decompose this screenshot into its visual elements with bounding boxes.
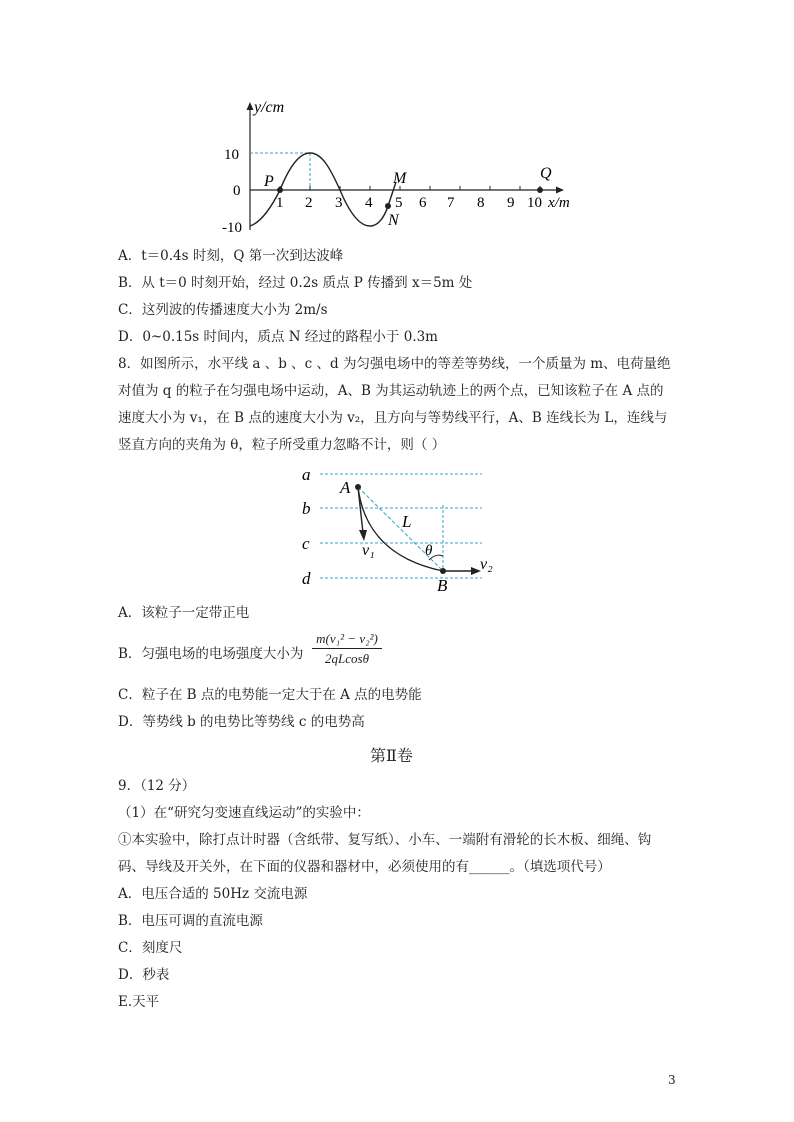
y-tick-minus10: -10: [222, 220, 242, 236]
q9-item1-line1: ①本实验中，除打点计时器（含纸带、复写纸）、小车、一端附有滑轮的长木板、细绳、钩: [118, 832, 652, 848]
label-point-a: A: [340, 478, 351, 497]
label-p: P: [264, 173, 274, 190]
q9-sub1: （1）在“研究匀变速直线运动”的实验中：: [118, 805, 370, 821]
equipotential-figure: [295, 460, 505, 595]
x-tick-2: 2: [305, 195, 313, 211]
q8-option-d: D．等势线 b 的电势比等势线 c 的电势高: [118, 714, 365, 730]
label-a: a: [302, 465, 311, 484]
q8-stem-line2: 对值为 q 的粒子在匀强电场中运动，A、B 为其运动轨迹上的两个点，已知该粒子在 A 点的: [118, 383, 664, 399]
q9-item1-line2: 码、导线及开关外，在下面的仪器和器材中，必须使用的有______。（填选项代号）: [118, 859, 611, 875]
q9-option-a: A．电压合适的 50Hz 交流电源: [118, 886, 308, 902]
field-strength-fraction: [312, 630, 382, 667]
x-tick-7: 7: [447, 195, 455, 211]
x-tick-5: 5: [395, 195, 403, 211]
q9-option-b: B．电压可调的直流电源: [118, 913, 263, 929]
q9-option-e: E.天平: [118, 994, 160, 1010]
point-a-dot: [355, 484, 361, 490]
point-n-dot: [385, 203, 391, 209]
q7-option-d: D．0~0.15s 时间内，质点 N 经过的路程小于 0.3m: [118, 329, 438, 345]
point-p-dot: [277, 187, 283, 193]
page-number: 3: [668, 1073, 676, 1087]
label-d: d: [302, 569, 311, 588]
q9-option-c: C．刻度尺: [118, 940, 183, 956]
point-q-dot: [537, 187, 543, 193]
label-c: c: [302, 534, 310, 553]
y-axis-label: y/cm: [254, 99, 285, 116]
fraction-numerator: m(v₁² − v₂²): [312, 630, 382, 649]
label-v1: v₁: [362, 542, 375, 559]
x-tick-10: 10: [527, 195, 542, 211]
x-tick-6: 6: [419, 195, 427, 211]
q7-option-b: B．从 t＝0 时刻开始，经过 0.2s 质点 P 传播到 x＝5m 处: [118, 275, 473, 291]
v1-arrow: [358, 487, 363, 533]
label-length: L: [402, 512, 412, 531]
q8-option-c: C．粒子在 B 点的电势能一定大于在 A 点的电势能: [118, 687, 422, 703]
y-tick-0: 0: [233, 183, 241, 199]
q9-option-d: D．秒表: [118, 967, 170, 983]
label-b: b: [302, 499, 311, 518]
q8-stem-line1: 8．如图所示，水平线 a 、b 、c 、d 为匀强电场中的等差等势线，一个质量为 m、电荷量绝: [118, 356, 671, 372]
label-theta: θ: [425, 543, 433, 559]
q8-stem-line4: 竖直方向的夹角为 θ，粒子所受重力忽略不计，则（ ）: [118, 437, 446, 453]
q8-option-a: A．该粒子一定带正电: [118, 605, 250, 621]
q7-option-c: C．这列波的传播速度大小为 2m/s: [118, 302, 328, 318]
q8-option-b: B．匀强电场的电场强度大小为: [118, 646, 304, 662]
fraction-denominator: 2qLcosθ: [325, 651, 369, 666]
q9-header: 9．（12 分）: [118, 778, 196, 794]
q8-stem-line3: 速度大小为 v₁，在 B 点的速度大小为 v₂，且方向与等势线平行，A、B 连线长为 L，连线与: [118, 410, 668, 426]
x-tick-8: 8: [477, 195, 485, 211]
x-tick-3: 3: [335, 195, 343, 211]
label-m: M: [393, 170, 407, 187]
y-tick-10: 10: [224, 147, 239, 163]
label-q: Q: [540, 165, 552, 182]
x-tick-4: 4: [365, 195, 373, 211]
label-point-b: B: [437, 576, 448, 595]
section-title: 第Ⅱ卷: [370, 746, 413, 765]
point-b-dot: [440, 568, 446, 574]
x-axis-label: x/m: [548, 195, 570, 211]
x-tick-1: 1: [276, 195, 284, 211]
wave-graph: [222, 92, 590, 237]
q7-option-a: A．t＝0.4s 时刻，Q 第一次到达波峰: [118, 248, 344, 264]
x-tick-9: 9: [507, 195, 515, 211]
label-v2: v₂: [480, 556, 493, 573]
label-n: N: [388, 212, 399, 229]
